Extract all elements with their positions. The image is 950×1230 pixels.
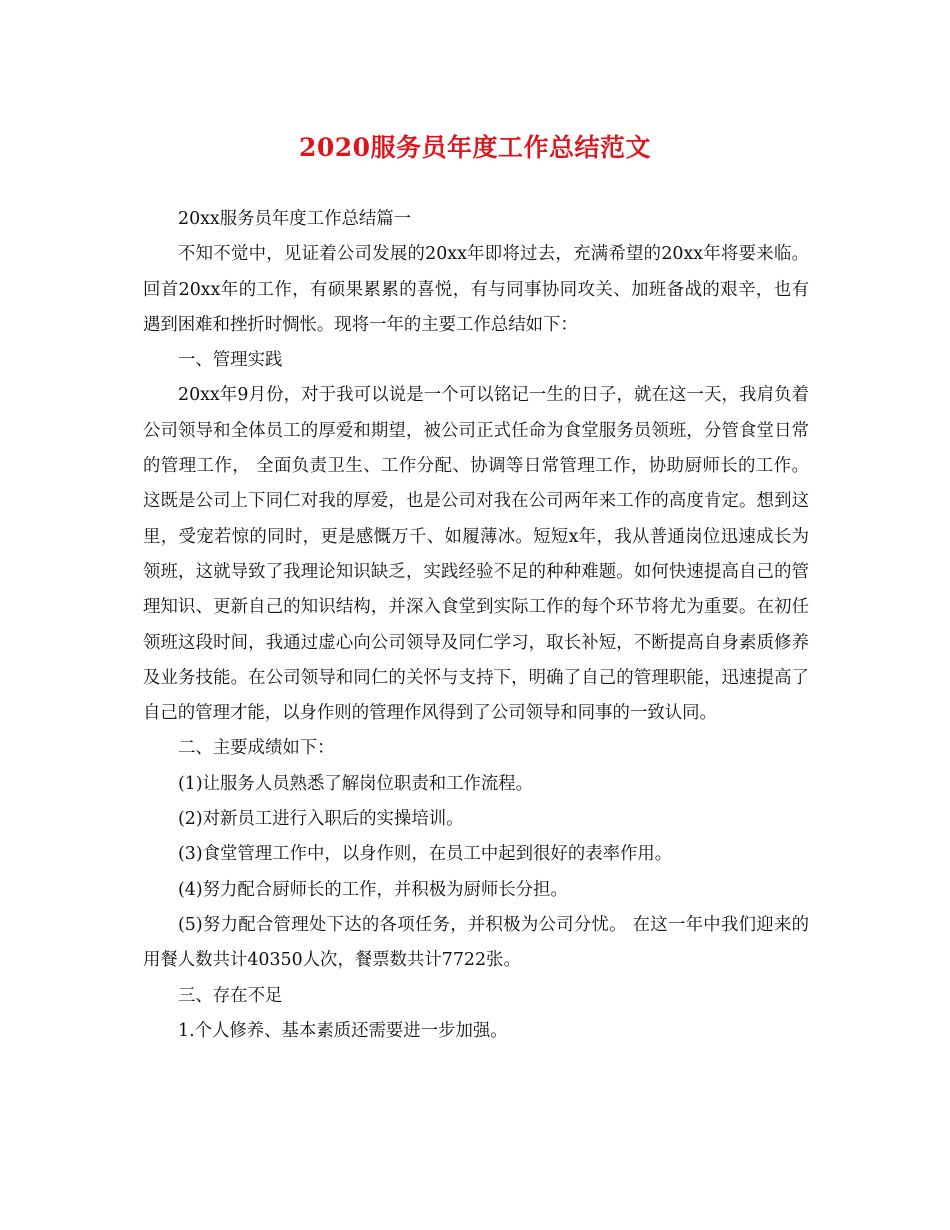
shortcoming-item-1: 1.个人修养、基本素质还需要进一步加强。 <box>178 1020 508 1041</box>
intro-paragraph: 不知不觉中，见证着公司发展的20xx年即将过去，充满希望的20xx年将要来临。回首20xx年的工作，有硕果累累的喜悦，有与同事协同攻关、加班备战的艰辛，也有遇到困难和挫折时惆怅。现将一年的主要工作总结如下： <box>143 244 809 335</box>
heading-achievements: 二、主要成绩如下： <box>178 738 335 759</box>
achievement-item-5: (5)努力配合管理处下达的各项任务，并积极为公司分忧。 在这一年中我们迎来的用餐人数共计40350人次，餐票数共计7722张。 <box>143 914 809 971</box>
achievement-item-3: (3)食堂管理工作中，以身作则，在员工中起到很好的表率作用。 <box>178 844 673 865</box>
achievement-item-1: (1)让服务人员熟悉了解岗位职责和工作流程。 <box>178 773 534 794</box>
achievement-item-4: (4)努力配合厨师长的工作，并积极为厨师长分担。 <box>178 879 568 900</box>
heading-management-practice: 一、管理实践 <box>178 350 283 371</box>
heading-shortcomings: 三、存在不足 <box>178 985 283 1006</box>
management-paragraph: 20xx年9月份，对于我可以说是一个可以铭记一生的日子，就在这一天，我肩负着公司领导和全体员工的厚爱和期望，被公司正式任命为食堂服务员领班，分管食堂日常的管理工作， 全面负责卫生、工作分配、协调等日常管理工作，协助厨师长的工作。这既是公司上下同仁对我的厚爱，也是公司对我在公司两年来工作的高度肯定。想到这里，受宠若惊的同时，更是感慨万千、如履薄冰。短短x年，我从普通岗位迅速成长为领班，这就导致了我理论知识缺乏，实践经验不足的种种难题。如何快速提高自己的管理知识、更新自己的知识结构，并深入食堂到实际工作的每个环节将尤为重要。在初任领班这段时间，我通过虚心向公司领导及同仁学习，取长补短，不断提高自身素质修养及业务技能。在公司领导和同仁的关怀与支持下，明确了自己的管理职能，迅速提高了自己的管理才能，以身作则的管理作风得到了公司领导和同事的一致认同。 <box>143 385 809 724</box>
document-body <box>143 202 809 1049</box>
document-title: 2020服务员年度工作总结范文 <box>298 133 652 162</box>
section-title: 20xx服务员年度工作总结篇一 <box>178 209 412 229</box>
achievement-item-2: (2)对新员工进行入职后的实操培训。 <box>178 809 464 830</box>
